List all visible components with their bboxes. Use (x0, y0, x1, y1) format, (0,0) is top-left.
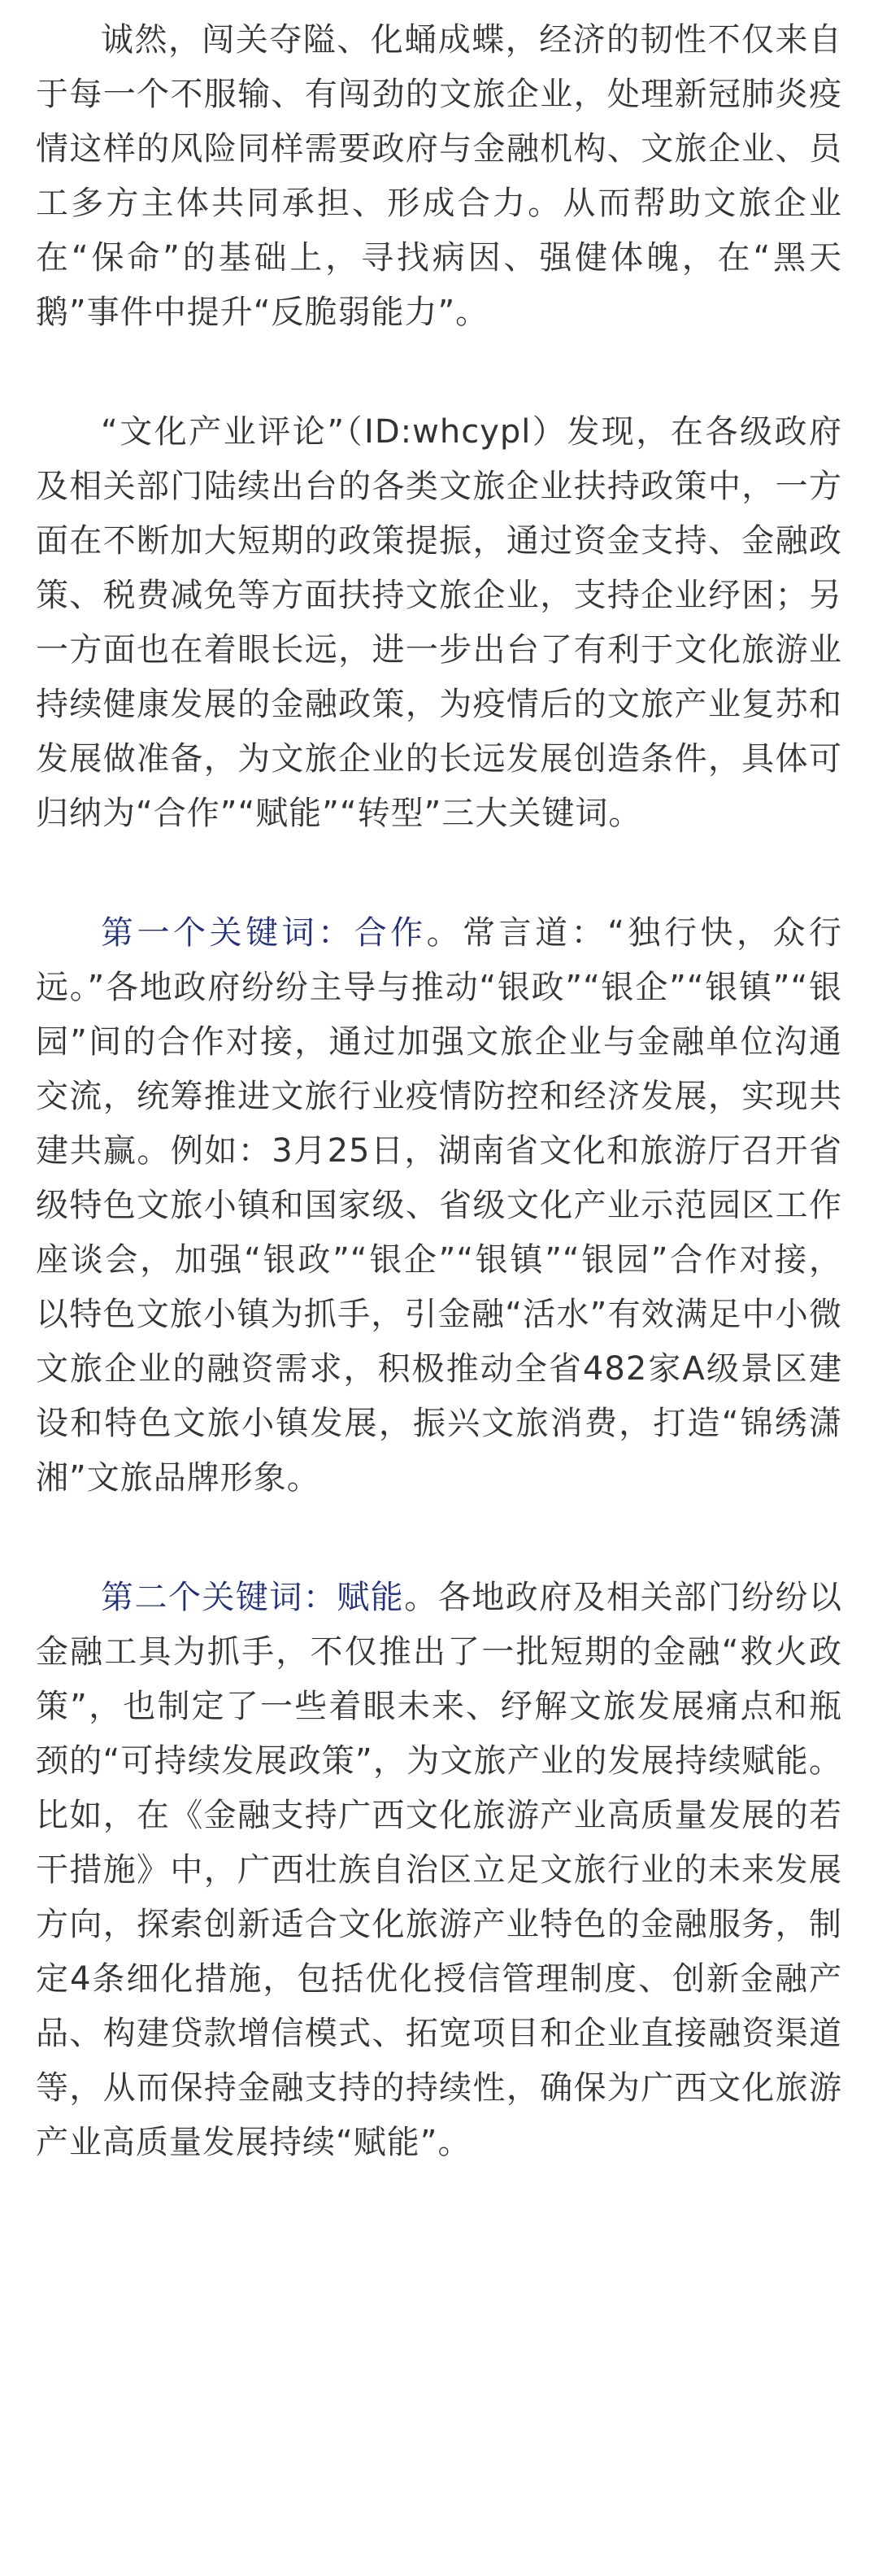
paragraph-text: 。常言道：“独行快，众行远。”各地政府纷纷主导与推动“银政”“银企”“银镇”“银园”间的合作对接，通过加强文旅企业与金融单位沟通交流，统筹推进文旅行业疫情防控和经济发展，实现共建共赢。例如：3月25日，湖南省文化和旅游厅召开省级特色文旅小镇和国家级、省级文化产业示范园区工作座谈会，加强“银政”“银企”“银镇”“银园”合作对接，以特色文旅小镇为抓手，引金融“活水”有效满足中小微文旅企业的融资需求，积极推动全省482家A级景区建设和特色文旅小镇发展，振兴文旅消费，打造“锦绣潇湘”文旅品牌形象。 (36, 914, 842, 1497)
paragraph-keyword-empowerment (36, 1571, 842, 2170)
keyword-heading-cooperation: 第一个关键词：合作 (101, 914, 427, 952)
paragraph-text: 诚然，闯关夺隘、化蛹成蝶，经济的韧性不仅来自于每一个不服输、有闯劲的文旅企业，处理新冠肺炎疫情这样的风险同样需要政府与金融机构、文旅企业、员工多方主体共同承担、形成合力。从而帮助文旅企业在“保命”的基础上，寻找病因、强健体魄，在“黑天鹅”事件中提升“反脆弱能力”。 (36, 21, 842, 331)
paragraph-policy-overview (36, 405, 842, 841)
paragraph-text: 。各地政府及相关部门纷纷以金融工具为抓手，不仅推出了一批短期的金融“救火政策”，也制定了一些着眼未来、纾解文旅发展痛点和瓶颈的“可持续发展政策”，为文旅产业的发展持续赋能。比如，在《金融支持广西文化旅游产业高质量发展的若干措施》中，广西壮族自治区立足文旅行业的未来发展方向，探索创新适合文化旅游产业特色的金融服务，制定4条细化措施，包括优化授信管理制度、创新金融产品、构建贷款增信模式、拓宽项目和企业直接融资渠道等，从而保持金融支持的持续性，确保为广西文化旅游产业高质量发展持续“赋能”。 (36, 1579, 843, 2161)
paragraph-keyword-cooperation (36, 906, 842, 1506)
keyword-heading-empowerment: 第二个关键词：赋能 (101, 1579, 405, 1616)
paragraph-resilience (36, 13, 842, 340)
paragraph-text: “文化产业评论”（ID:whcypl）发现，在各级政府及相关部门陆续出台的各类文旅企业扶持政策中，一方面在不断加大短期的政策提振，通过资金支持、金融政策、税费减免等方面扶持文旅企业，支持企业纾困；另一方面也在着眼长远，进一步出台了有利于文化旅游业持续健康发展的金融政策，为疫情后的文旅产业复苏和发展做准备，为文旅企业的长远发展创造条件，具体可归纳为“合作”“赋能”“转型”三大关键词。 (36, 413, 842, 832)
article-body (36, 13, 842, 2170)
